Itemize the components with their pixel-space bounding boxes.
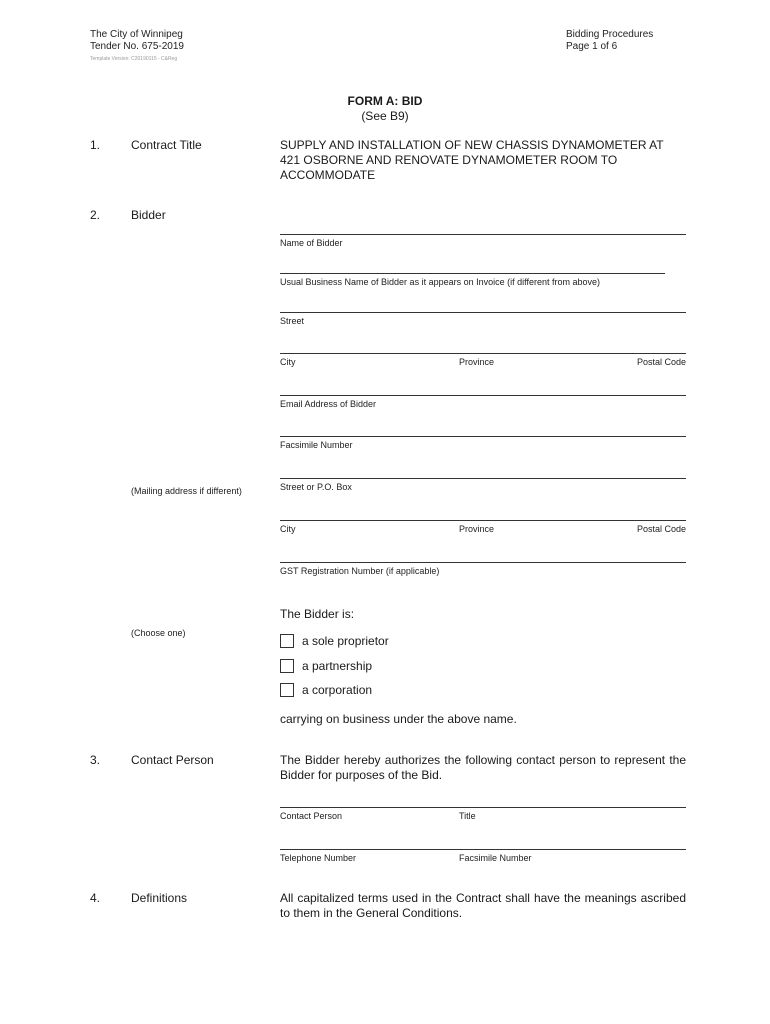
option-partnership[interactable]	[280, 658, 372, 674]
mailing-address-note: (Mailing address if different)	[131, 486, 242, 496]
mailing-city-line[interactable]	[280, 520, 686, 521]
gst-line[interactable]	[280, 562, 686, 563]
usual-business-name-caption: Usual Business Name of Bidder as it appears on Invoice (if different from above)	[280, 277, 600, 287]
bidder-name-line[interactable]	[280, 234, 686, 235]
street-caption: Street	[280, 316, 305, 326]
page-number: Page 1 of 6	[566, 41, 618, 52]
mailing-street-line[interactable]	[280, 478, 686, 479]
section-3-number: 3.	[90, 753, 101, 767]
telephone-caption: Telephone Number	[280, 853, 357, 863]
province-caption: Province	[459, 357, 495, 367]
template-version: Template Version: C20190115 - C&Reg	[90, 56, 178, 62]
mailing-postal-code-caption: Postal Code	[636, 524, 686, 534]
mailing-city-caption: City	[280, 524, 296, 534]
tender-number: Tender No. 675-2019	[90, 41, 184, 52]
city-name: The City of Winnipeg	[90, 29, 183, 40]
city-caption: City	[280, 357, 296, 367]
partnership-checkbox[interactable]	[280, 659, 294, 673]
section-4-label: Definitions	[131, 891, 188, 905]
header-right	[566, 29, 653, 53]
fax-caption: Facsimile Number	[280, 440, 353, 450]
contact-title-line[interactable]	[280, 807, 686, 808]
contact-title-caption: Title	[459, 811, 476, 821]
option-sole-proprietor[interactable]	[280, 633, 389, 649]
contact-fax-caption: Facsimile Number	[459, 853, 532, 863]
email-caption: Email Address of Bidder	[280, 399, 377, 409]
contract-title-text: SUPPLY AND INSTALLATION OF NEW CHASSIS DYNAMOMETER AT 421 OSBORNE AND RENOVATE DYNAMOMETER ROOM TO ACCOMMODATE	[280, 138, 664, 182]
section-4-number: 4.	[90, 891, 101, 905]
section-3-label: Contact Person	[131, 753, 214, 767]
sole-proprietor-label: a sole proprietor	[302, 634, 389, 648]
usual-business-name-line[interactable]	[280, 273, 665, 274]
choose-one-note: (Choose one)	[131, 628, 186, 638]
city-province-postal-line[interactable]	[280, 353, 686, 354]
mailing-street-caption: Street or P.O. Box	[280, 482, 352, 492]
bidder-name-caption: Name of Bidder	[280, 238, 343, 248]
sole-proprietor-checkbox[interactable]	[280, 634, 294, 648]
form-subtitle: (See B9)	[361, 109, 409, 123]
telephone-fax-line[interactable]	[280, 849, 686, 850]
section-2-number: 2.	[90, 208, 101, 222]
section-2-label: Bidder	[131, 208, 166, 222]
mailing-province-caption: Province	[459, 524, 495, 534]
section-1-number: 1.	[90, 138, 101, 152]
contact-person-text: The Bidder hereby authorizes the following contact person to represent the Bidder for purposes of the Bid.	[280, 753, 686, 782]
partnership-label: a partnership	[302, 659, 373, 673]
contact-person-caption: Contact Person	[280, 811, 343, 821]
corporation-label: a corporation	[302, 683, 373, 697]
corporation-checkbox[interactable]	[280, 683, 294, 697]
street-line[interactable]	[280, 312, 686, 313]
fax-line[interactable]	[280, 436, 686, 437]
bidder-is-text: The Bidder is:	[280, 607, 355, 621]
form-title: FORM A: BID	[347, 94, 423, 108]
option-corporation[interactable]	[280, 682, 372, 698]
gst-caption: GST Registration Number (if applicable)	[280, 566, 440, 576]
section-1-label: Contract Title	[131, 138, 202, 152]
header-left	[90, 29, 184, 53]
postal-code-caption: Postal Code	[636, 357, 686, 367]
carrying-on-business-text: carrying on business under the above name.	[280, 712, 517, 726]
definitions-text: All capitalized terms used in the Contract shall have the meanings ascribed to them in the General Conditions.	[280, 891, 686, 920]
document-section: Bidding Procedures	[566, 29, 654, 40]
email-line[interactable]	[280, 395, 686, 396]
